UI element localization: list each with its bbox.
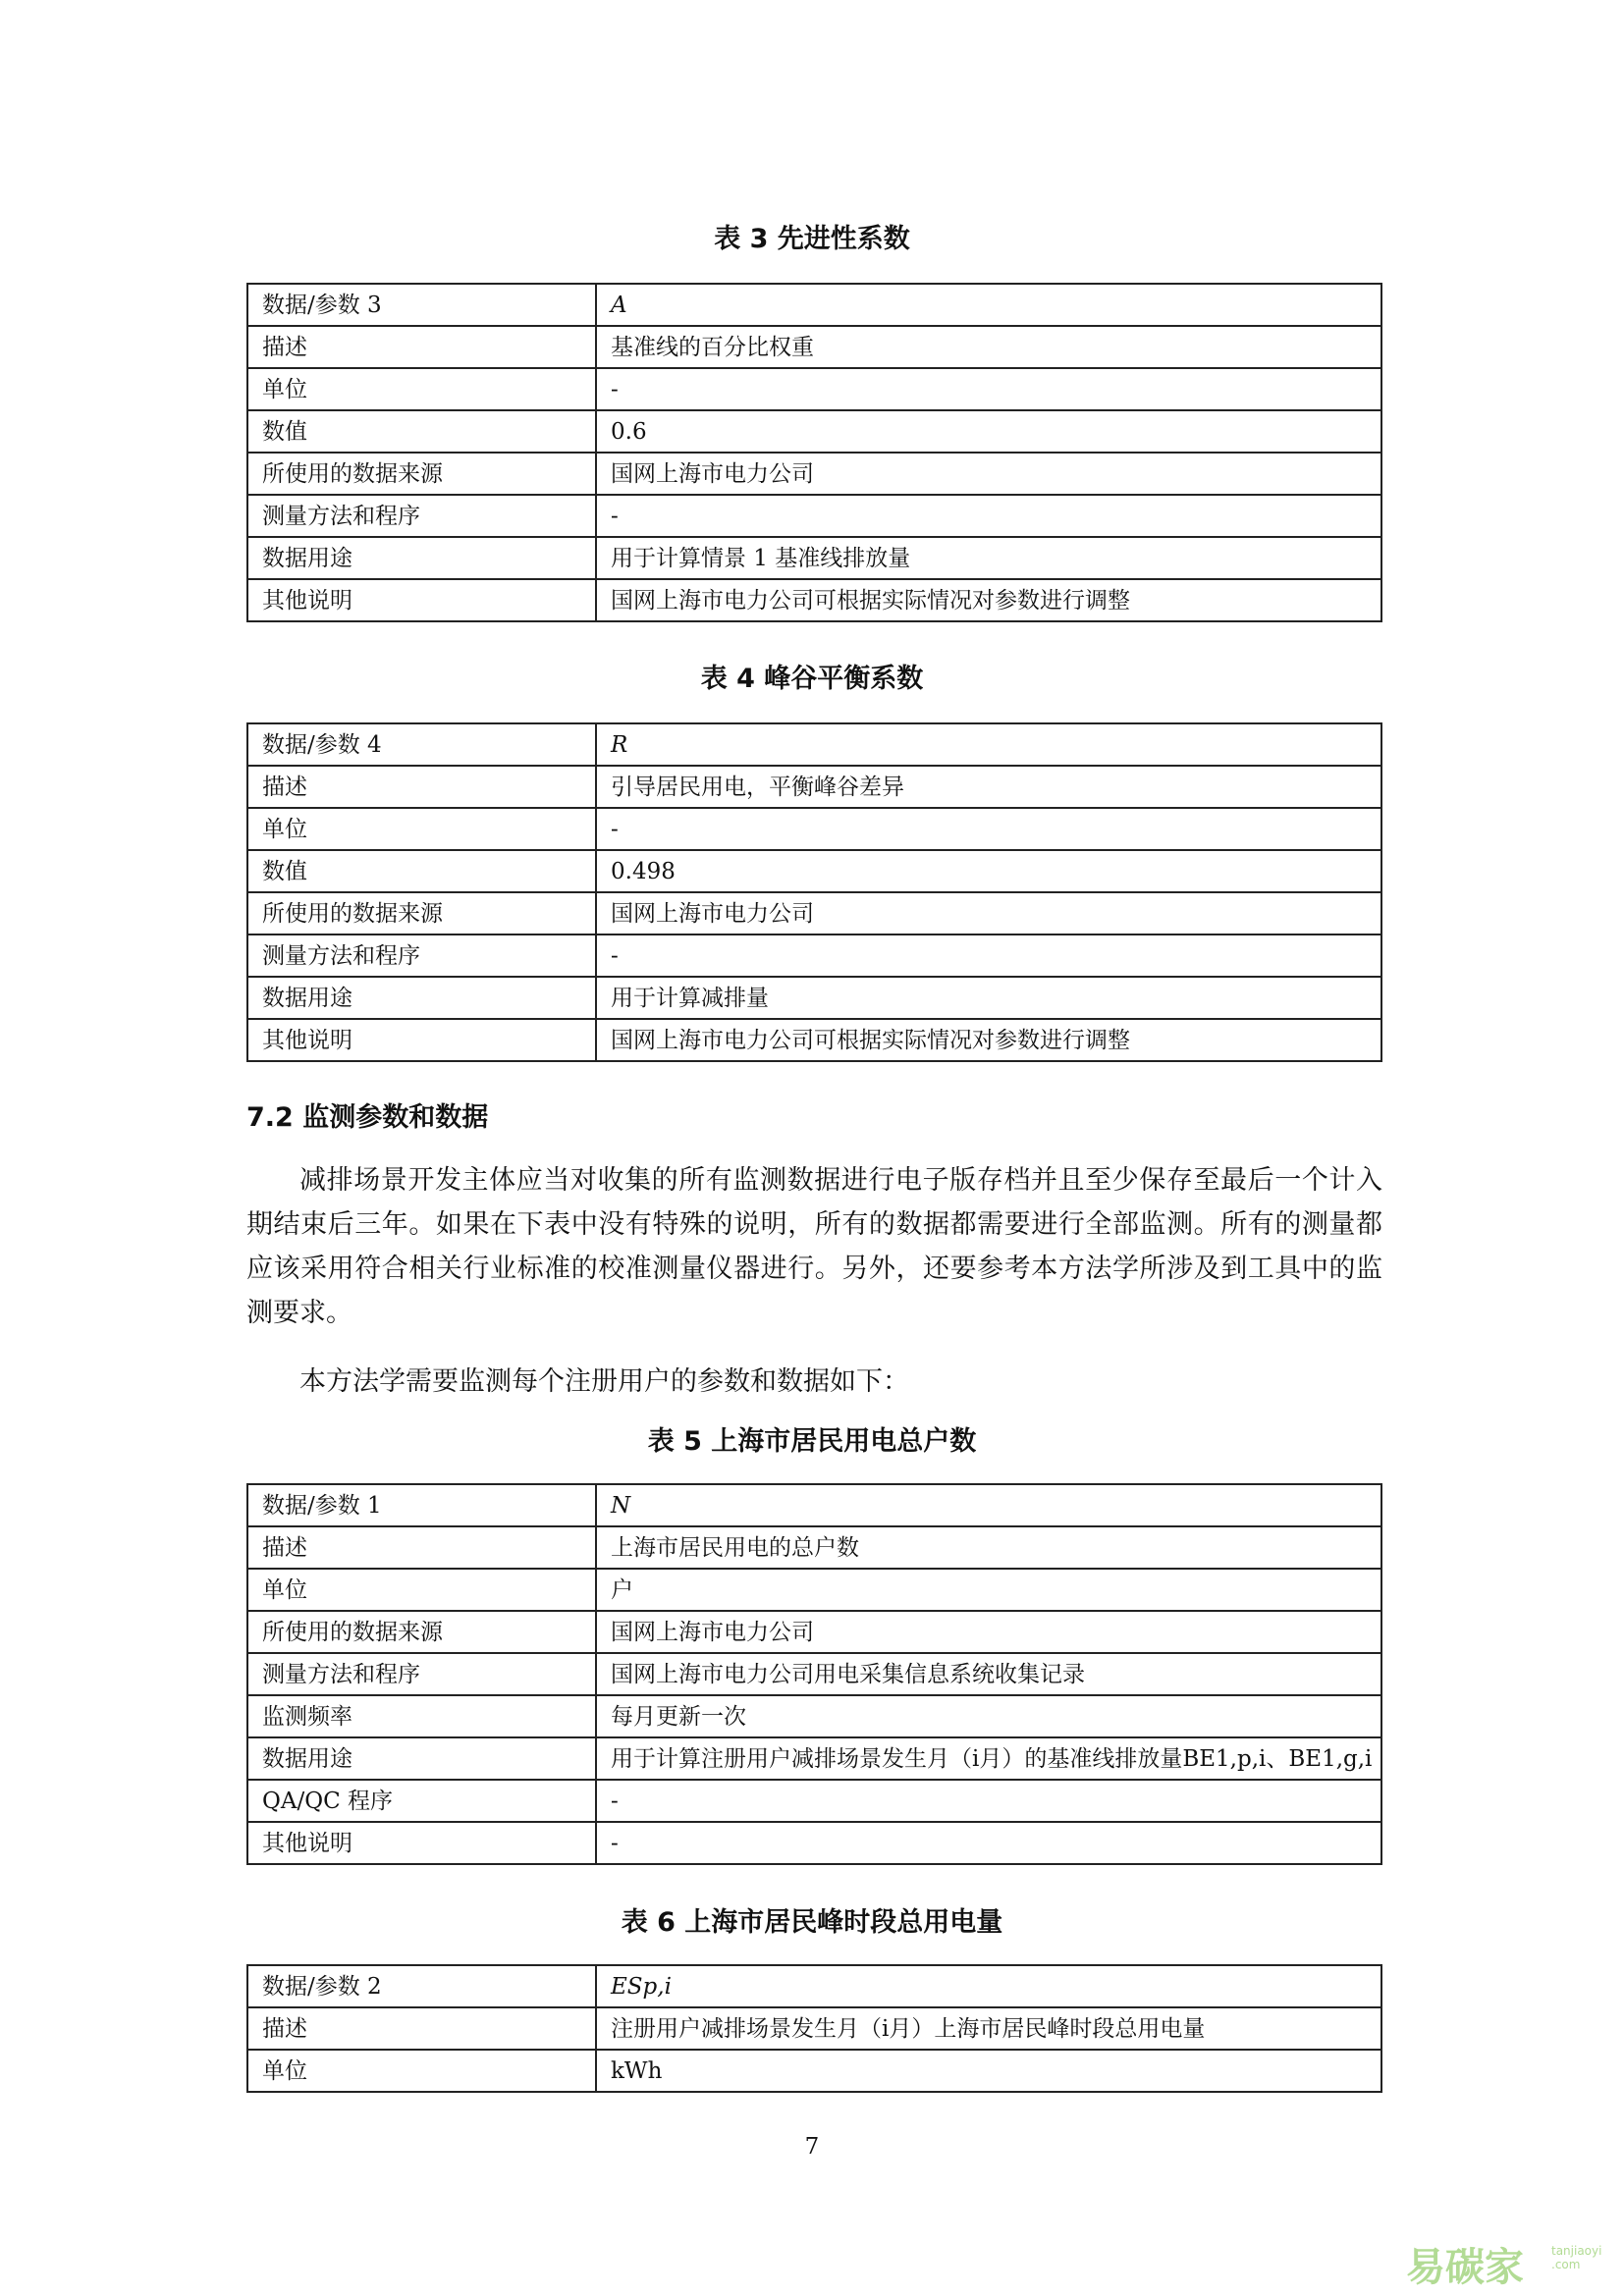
table-row [247, 579, 1381, 621]
row-value: N [596, 1484, 1381, 1526]
table-row [247, 1965, 1381, 2007]
row-value: 国网上海市电力公司 [596, 1611, 1381, 1653]
row-label: 其他说明 [247, 579, 596, 621]
row-value: - [596, 495, 1381, 537]
row-value: R [596, 723, 1381, 766]
table-3 [246, 283, 1382, 622]
row-value: - [596, 1822, 1381, 1864]
table-4 [246, 722, 1382, 1062]
watermark-text: 易碳家 [1406, 2245, 1524, 2290]
row-label: 测量方法和程序 [247, 1653, 596, 1695]
table-row [247, 326, 1381, 368]
watermark-url-line1: tanjiaoyi [1551, 2244, 1602, 2258]
table-row [247, 1569, 1381, 1611]
row-label: 其他说明 [247, 1019, 596, 1061]
table-6 [246, 1964, 1382, 2093]
row-value: 国网上海市电力公司 [596, 453, 1381, 495]
row-label: 描述 [247, 326, 596, 368]
table-5 [246, 1483, 1382, 1865]
table-row [247, 808, 1381, 850]
section-heading: 7.2 监测参数和数据 [246, 1102, 489, 1133]
row-value: - [596, 934, 1381, 977]
row-value: 国网上海市电力公司可根据实际情况对参数进行调整 [596, 579, 1381, 621]
row-value: 注册用户减排场景发生月（i月）上海市居民峰时段总用电量 [596, 2007, 1381, 2050]
row-value: 0.6 [596, 410, 1381, 453]
row-label: 数据用途 [247, 1737, 596, 1780]
row-label: 测量方法和程序 [247, 934, 596, 977]
table-row [247, 1822, 1381, 1864]
row-value: - [596, 808, 1381, 850]
row-value: 0.498 [596, 850, 1381, 892]
row-label: 数据/参数 2 [247, 1965, 596, 2007]
page-number: 7 [804, 2134, 820, 2160]
table-row [247, 1737, 1381, 1780]
table-row [247, 1526, 1381, 1569]
row-value: kWh [596, 2050, 1381, 2092]
row-value: 上海市居民用电的总户数 [596, 1526, 1381, 1569]
row-label: 数据/参数 3 [247, 284, 596, 326]
body-paragraph: 减排场景开发主体应当对收集的所有监测数据进行电子版存档并且至少保存至最后一个计入期结束后三年。如果在下表中没有特殊的说明，所有的数据都需要进行全部监测。所有的测量都应该采用符合相关行业标准的校准测量仪器进行。另外，还要参考本方法学所涉及到工具中的监测要求。 [246, 1165, 1382, 1328]
row-value: 引导居民用电，平衡峰谷差异 [596, 766, 1381, 808]
row-value: 国网上海市电力公司用电采集信息系统收集记录 [596, 1653, 1381, 1695]
row-label: QA/QC 程序 [247, 1780, 596, 1822]
row-label: 测量方法和程序 [247, 495, 596, 537]
watermark-logo [1406, 2230, 1622, 2293]
table-row [247, 1611, 1381, 1653]
row-label: 所使用的数据来源 [247, 892, 596, 934]
row-value: 用于计算注册用户减排场景发生月（i月）的基准线排放量BE1,p,i、BE1,g,i [596, 1737, 1381, 1780]
table-row [247, 2050, 1381, 2092]
table-row [247, 850, 1381, 892]
row-value: 户 [596, 1569, 1381, 1611]
row-value: 基准线的百分比权重 [596, 326, 1381, 368]
row-value: 每月更新一次 [596, 1695, 1381, 1737]
row-label: 所使用的数据来源 [247, 1611, 596, 1653]
row-label: 描述 [247, 766, 596, 808]
row-label: 数据用途 [247, 537, 596, 579]
row-label: 数值 [247, 410, 596, 453]
row-value: - [596, 368, 1381, 410]
table-row [247, 1653, 1381, 1695]
row-label: 所使用的数据来源 [247, 453, 596, 495]
table-row [247, 1484, 1381, 1526]
row-value: 国网上海市电力公司可根据实际情况对参数进行调整 [596, 1019, 1381, 1061]
row-value: 用于计算减排量 [596, 977, 1381, 1019]
row-label: 单位 [247, 368, 596, 410]
row-label: 单位 [247, 808, 596, 850]
table-row [247, 2007, 1381, 2050]
row-label: 其他说明 [247, 1822, 596, 1864]
table-3-caption: 表 3 先进性系数 [714, 224, 910, 254]
table-row [247, 537, 1381, 579]
table-row [247, 1695, 1381, 1737]
table-row [247, 495, 1381, 537]
row-label: 监测频率 [247, 1695, 596, 1737]
table-row [247, 934, 1381, 977]
table-row [247, 368, 1381, 410]
body-paragraph: 本方法学需要监测每个注册用户的参数和数据如下： [299, 1366, 909, 1397]
row-label: 描述 [247, 2007, 596, 2050]
table-4-caption: 表 4 峰谷平衡系数 [700, 664, 924, 694]
table-row [247, 410, 1381, 453]
table-row [247, 1019, 1381, 1061]
table-row [247, 766, 1381, 808]
row-value: A [596, 284, 1381, 326]
row-value: 用于计算情景 1 基准线排放量 [596, 537, 1381, 579]
row-value: 国网上海市电力公司 [596, 892, 1381, 934]
row-label: 数据用途 [247, 977, 596, 1019]
table-row [247, 892, 1381, 934]
table-row [247, 284, 1381, 326]
row-label: 单位 [247, 2050, 596, 2092]
row-label: 数值 [247, 850, 596, 892]
table-row [247, 1780, 1381, 1822]
table-row [247, 723, 1381, 766]
table-5-caption: 表 5 上海市居民用电总户数 [647, 1426, 977, 1457]
row-label: 数据/参数 4 [247, 723, 596, 766]
table-row [247, 453, 1381, 495]
watermark-url [1551, 2244, 1601, 2271]
table-row [247, 977, 1381, 1019]
row-label: 描述 [247, 1526, 596, 1569]
row-label: 数据/参数 1 [247, 1484, 596, 1526]
table-6-caption: 表 6 上海市居民峰时段总用电量 [621, 1907, 1003, 1938]
row-value: ESp,i [596, 1965, 1381, 2007]
row-label: 单位 [247, 1569, 596, 1611]
watermark-url-line2: .com [1551, 2258, 1581, 2271]
row-value: - [596, 1780, 1381, 1822]
